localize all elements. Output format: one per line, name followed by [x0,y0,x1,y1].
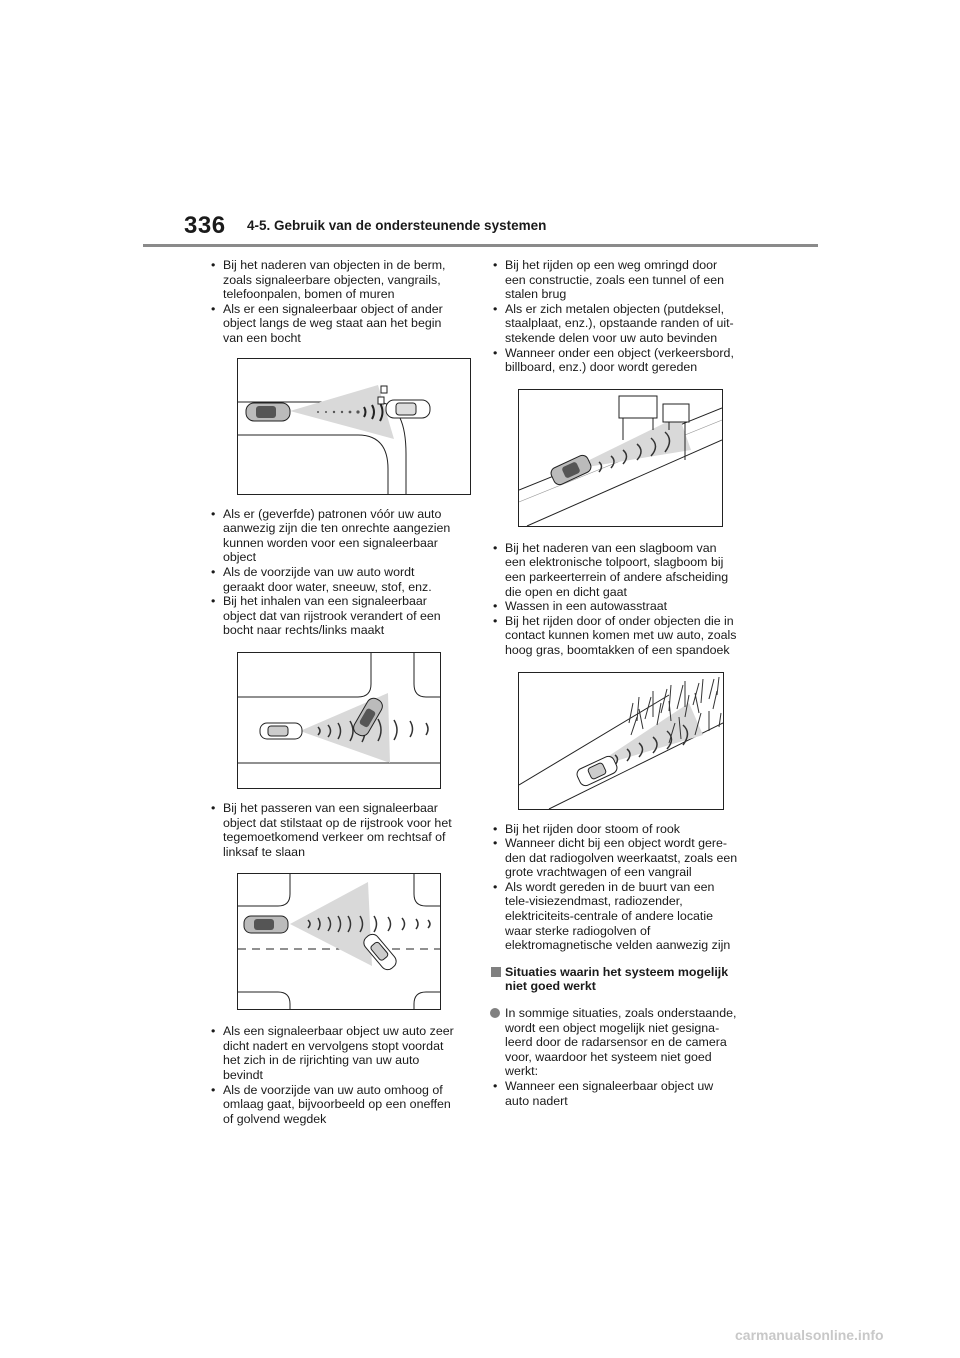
list-item: • Wanneer dicht bij een object wordt gere-den dat radiogolven weerkaatst, zoals een grote vrachtwagen of een vangrail [490,836,740,880]
list-item: • Wanneer een signaleerbaar object uw auto nadert [490,1079,740,1108]
page-number: 336 [184,212,226,239]
list-item: • Als de voorzijde van uw auto wordt geraakt door water, sneeuw, stof, enz. [208,565,458,594]
list-item: • Wanneer onder een object (verkeersbord, billboard, enz.) door wordt gereden [490,346,740,375]
bullet-list-left-2 [208,507,458,638]
list-item: • Als de voorzijde van uw auto omhoog of omlaag gaat, bijvoorbeeld op een oneffen of golvend wegdek [208,1083,458,1127]
list-item: • Bij het inhalen van een signaleerbaar object dat van rijstrook verandert of een bocht naar rechts/links maakt [208,594,458,638]
section-title: 4-5. Gebruik van de ondersteunende systemen [247,218,547,233]
section-heading [490,965,740,994]
figure-curve-roadside [237,358,471,495]
square-bullet-icon [491,967,501,977]
list-item: • Bij het rijden op een weg omringd door een constructie, zoals een tunnel of een stalen brug [490,258,740,302]
list-item: • Bij het rijden door stoom of rook [490,822,740,837]
list-item: • Bij het naderen van objecten in de berm, zoals signaleerbare objecten, vangrails, telefoonpalen, bomen of muren [208,258,458,302]
figure-overtake-turning [237,652,441,789]
section-heading-text: Situaties waarin het systeem mogelijk niet goed werkt [505,964,729,994]
header-rule [143,244,818,247]
figure-under-billboard [518,389,723,527]
list-item: • Als er een signaleerbaar object of ander object langs de weg staat aan het begin van een bocht [208,302,458,346]
bullet-list-left-3 [208,801,458,859]
bullet-list-right-3 [490,822,740,953]
list-item: • Als een signaleerbaar object uw auto zeer dicht nadert en vervolgens stopt voordat het zich in de rijrichting van uw auto bevindt [208,1024,458,1082]
figure-oncoming-turn [237,873,441,1010]
watermark: carmanualsonline.info [735,1327,884,1343]
list-item: • Als wordt gereden in de buurt van een tele-visiezendmast, radiozender, elektriciteits-centrale of andere locatie waar sterke radiogolven of elektromagnetische velden aanwezig zijn [490,880,740,953]
right-column [490,258,740,1108]
bullet-list-left-4 [208,1024,458,1126]
list-item: • Bij het naderen van een slagboom van een elektronische tolpoort, slagboom bij een parkeerterrein of andere afscheiding die open en dicht gaat [490,541,740,599]
intro-paragraph [490,1006,740,1079]
bullet-list-right-4 [490,1079,740,1108]
bullet-list-right-1 [490,258,740,375]
left-column [208,258,458,1126]
bullet-list-right-2 [490,541,740,658]
list-item: • Als er (geverfde) patronen vóór uw auto aanwezig zijn die ten onrechte aangezien kunnen worden voor een signaleerbaar object [208,507,458,565]
bullet-list-left-1 [208,258,458,346]
list-item: • Wassen in een autowasstraat [490,599,740,614]
list-item: • Als er zich metalen objecten (putdeksel, staalplaat, enz.), opstaande randen of uit-stekende delen voor uw auto bevinden [490,302,740,346]
circle-bullet-icon [490,1008,500,1018]
figure-tall-grass [518,672,724,810]
list-item: • Bij het passeren van een signaleerbaar object dat stilstaat op de rijstrook voor het tegemoetkomend verkeer om rechtsaf of linksaf te slaan [208,801,458,859]
intro-text: In sommige situaties, zoals onderstaande, wordt een object mogelijk niet gesigna-leerd door de radarsensor en de camera voor, waardoor het systeem niet goed werkt: [505,1006,737,1079]
list-item: • Bij het rijden door of onder objecten die in contact kunnen komen met uw auto, zoals hoog gras, boomtakken of een spandoek [490,614,740,658]
